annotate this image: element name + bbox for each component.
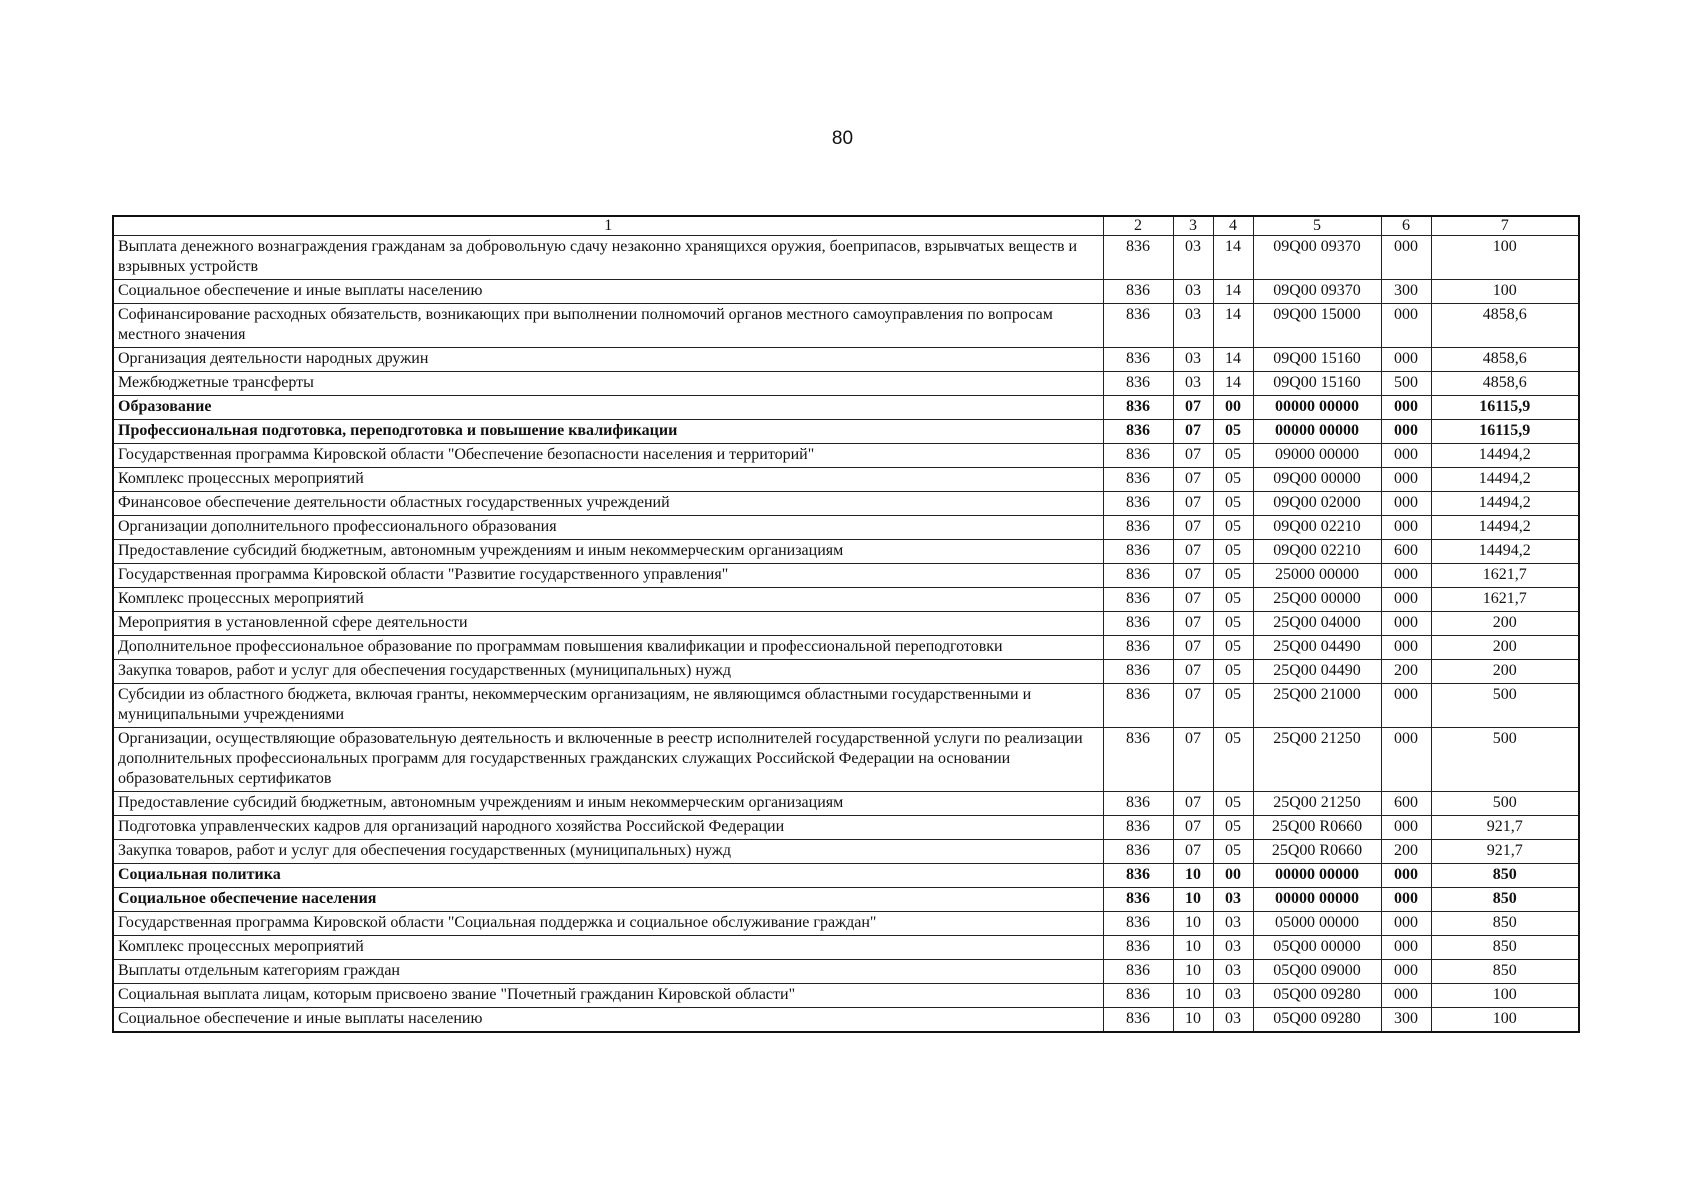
row-code-3: 07	[1173, 540, 1213, 564]
row-code-4: 03	[1213, 912, 1253, 936]
row-code-3: 07	[1173, 468, 1213, 492]
table-row	[113, 1008, 1579, 1033]
row-code-3: 07	[1173, 840, 1213, 864]
row-code-2: 836	[1103, 840, 1173, 864]
row-name: Комплекс процессных мероприятий	[113, 468, 1103, 492]
row-code-4: 05	[1213, 792, 1253, 816]
row-code-4: 03	[1213, 1008, 1253, 1033]
row-code-6: 000	[1381, 684, 1431, 728]
row-name: Государственная программа Кировской области "Развитие государственного управления"	[113, 564, 1103, 588]
row-code-5: 25Q00 21250	[1253, 792, 1381, 816]
column-header-4: 4	[1213, 216, 1253, 236]
table-row	[113, 612, 1579, 636]
row-code-5: 25Q00 04490	[1253, 636, 1381, 660]
row-code-3: 03	[1173, 236, 1213, 280]
row-name: Комплекс процессных мероприятий	[113, 936, 1103, 960]
row-code-6: 300	[1381, 1008, 1431, 1033]
row-code-2: 836	[1103, 636, 1173, 660]
row-code-2: 836	[1103, 372, 1173, 396]
row-code-3: 10	[1173, 936, 1213, 960]
row-code-6: 000	[1381, 728, 1431, 792]
row-code-6: 000	[1381, 888, 1431, 912]
row-code-3: 07	[1173, 564, 1213, 588]
row-code-2: 836	[1103, 236, 1173, 280]
row-code-6: 000	[1381, 816, 1431, 840]
row-name: Субсидии из областного бюджета, включая гранты, некоммерческим организациям, не являющимся областными государственными и муниципальными учреждениями	[113, 684, 1103, 728]
row-code-2: 836	[1103, 420, 1173, 444]
row-code-4: 14	[1213, 348, 1253, 372]
column-header-6: 6	[1381, 216, 1431, 236]
row-code-2: 836	[1103, 984, 1173, 1008]
row-code-5: 05Q00 00000	[1253, 936, 1381, 960]
table-row	[113, 960, 1579, 984]
row-code-4: 05	[1213, 468, 1253, 492]
row-code-4: 14	[1213, 372, 1253, 396]
row-amount: 921,7	[1431, 840, 1579, 864]
table-header-row	[113, 216, 1579, 236]
row-amount: 14494,2	[1431, 492, 1579, 516]
column-header-3: 3	[1173, 216, 1213, 236]
row-name: Предоставление субсидий бюджетным, автономным учреждениям и иным некоммерческим организациям	[113, 540, 1103, 564]
table-row	[113, 540, 1579, 564]
table-row	[113, 840, 1579, 864]
row-code-2: 836	[1103, 444, 1173, 468]
table-row	[113, 492, 1579, 516]
row-amount: 500	[1431, 684, 1579, 728]
row-code-5: 05000 00000	[1253, 912, 1381, 936]
row-name: Мероприятия в установленной сфере деятельности	[113, 612, 1103, 636]
row-amount: 16115,9	[1431, 396, 1579, 420]
row-code-2: 836	[1103, 516, 1173, 540]
row-code-4: 05	[1213, 660, 1253, 684]
row-code-3: 10	[1173, 960, 1213, 984]
row-code-3: 10	[1173, 864, 1213, 888]
row-code-5: 00000 00000	[1253, 864, 1381, 888]
row-code-4: 05	[1213, 612, 1253, 636]
row-code-2: 836	[1103, 588, 1173, 612]
row-code-2: 836	[1103, 612, 1173, 636]
table-row	[113, 420, 1579, 444]
row-code-6: 000	[1381, 936, 1431, 960]
row-amount: 16115,9	[1431, 420, 1579, 444]
row-name: Организации дополнительного профессионального образования	[113, 516, 1103, 540]
row-code-6: 000	[1381, 468, 1431, 492]
row-code-3: 07	[1173, 516, 1213, 540]
row-amount: 100	[1431, 236, 1579, 280]
row-code-5: 25Q00 04000	[1253, 612, 1381, 636]
table-row	[113, 636, 1579, 660]
row-code-3: 07	[1173, 792, 1213, 816]
table-row	[113, 792, 1579, 816]
row-code-2: 836	[1103, 728, 1173, 792]
row-name: Комплекс процессных мероприятий	[113, 588, 1103, 612]
row-amount: 850	[1431, 888, 1579, 912]
row-code-4: 05	[1213, 816, 1253, 840]
row-code-6: 600	[1381, 540, 1431, 564]
row-code-2: 836	[1103, 888, 1173, 912]
row-amount: 100	[1431, 1008, 1579, 1033]
row-amount: 14494,2	[1431, 444, 1579, 468]
row-code-3: 03	[1173, 304, 1213, 348]
row-code-6: 000	[1381, 564, 1431, 588]
row-amount: 921,7	[1431, 816, 1579, 840]
row-code-4: 05	[1213, 492, 1253, 516]
row-code-5: 09000 00000	[1253, 444, 1381, 468]
row-amount: 100	[1431, 280, 1579, 304]
row-code-6: 000	[1381, 864, 1431, 888]
row-code-3: 07	[1173, 816, 1213, 840]
row-name: Государственная программа Кировской области "Социальная поддержка и социальное обслуживание граждан"	[113, 912, 1103, 936]
row-code-4: 05	[1213, 540, 1253, 564]
row-code-4: 03	[1213, 984, 1253, 1008]
row-amount: 4858,6	[1431, 304, 1579, 348]
row-amount: 850	[1431, 864, 1579, 888]
column-header-1: 1	[113, 216, 1103, 236]
table-row	[113, 660, 1579, 684]
row-code-2: 836	[1103, 468, 1173, 492]
row-code-2: 836	[1103, 492, 1173, 516]
row-code-3: 07	[1173, 444, 1213, 468]
row-code-3: 10	[1173, 912, 1213, 936]
row-name: Образование	[113, 396, 1103, 420]
row-amount: 1621,7	[1431, 588, 1579, 612]
table-row	[113, 864, 1579, 888]
table-row	[113, 684, 1579, 728]
row-code-6: 000	[1381, 236, 1431, 280]
table-row	[113, 936, 1579, 960]
row-code-5: 25Q00 00000	[1253, 588, 1381, 612]
row-code-3: 07	[1173, 612, 1213, 636]
row-name: Социальная политика	[113, 864, 1103, 888]
row-code-5: 25Q00 21000	[1253, 684, 1381, 728]
row-code-3: 07	[1173, 636, 1213, 660]
row-name: Подготовка управленческих кадров для организаций народного хозяйства Российской Федерации	[113, 816, 1103, 840]
row-code-6: 300	[1381, 280, 1431, 304]
row-code-3: 07	[1173, 728, 1213, 792]
table-row	[113, 304, 1579, 348]
row-code-4: 05	[1213, 636, 1253, 660]
row-code-6: 000	[1381, 444, 1431, 468]
row-code-2: 836	[1103, 912, 1173, 936]
row-code-5: 09Q00 09370	[1253, 280, 1381, 304]
row-code-5: 00000 00000	[1253, 888, 1381, 912]
row-code-5: 00000 00000	[1253, 420, 1381, 444]
table-row	[113, 588, 1579, 612]
row-code-2: 836	[1103, 864, 1173, 888]
row-name: Финансовое обеспечение деятельности областных государственных учреждений	[113, 492, 1103, 516]
row-name: Социальное обеспечение населения	[113, 888, 1103, 912]
row-name: Государственная программа Кировской области "Обеспечение безопасности населения и территорий"	[113, 444, 1103, 468]
row-code-2: 836	[1103, 564, 1173, 588]
row-code-5: 05Q00 09280	[1253, 1008, 1381, 1033]
row-code-6: 000	[1381, 396, 1431, 420]
table-row	[113, 728, 1579, 792]
row-code-3: 03	[1173, 372, 1213, 396]
row-code-3: 07	[1173, 396, 1213, 420]
row-code-2: 836	[1103, 816, 1173, 840]
row-code-4: 05	[1213, 684, 1253, 728]
table-row	[113, 984, 1579, 1008]
row-code-4: 05	[1213, 444, 1253, 468]
row-code-6: 500	[1381, 372, 1431, 396]
row-code-5: 09Q00 00000	[1253, 468, 1381, 492]
row-code-6: 000	[1381, 304, 1431, 348]
row-code-2: 836	[1103, 684, 1173, 728]
row-name: Социальная выплата лицам, которым присвоено звание "Почетный гражданин Кировской области"	[113, 984, 1103, 1008]
row-code-3: 07	[1173, 660, 1213, 684]
table-row	[113, 468, 1579, 492]
row-amount: 4858,6	[1431, 372, 1579, 396]
row-code-6: 000	[1381, 912, 1431, 936]
row-code-6: 200	[1381, 840, 1431, 864]
row-code-4: 03	[1213, 888, 1253, 912]
row-code-5: 00000 00000	[1253, 396, 1381, 420]
row-code-6: 000	[1381, 420, 1431, 444]
row-name: Закупка товаров, работ и услуг для обеспечения государственных (муниципальных) нужд	[113, 840, 1103, 864]
row-code-3: 10	[1173, 984, 1213, 1008]
row-amount: 14494,2	[1431, 468, 1579, 492]
row-code-5: 09Q00 15160	[1253, 372, 1381, 396]
row-code-6: 600	[1381, 792, 1431, 816]
row-code-6: 000	[1381, 348, 1431, 372]
row-code-4: 14	[1213, 236, 1253, 280]
table-row	[113, 912, 1579, 936]
row-code-3: 03	[1173, 348, 1213, 372]
row-code-3: 07	[1173, 420, 1213, 444]
row-name: Предоставление субсидий бюджетным, автономным учреждениям и иным некоммерческим организациям	[113, 792, 1103, 816]
table-row	[113, 236, 1579, 280]
row-code-4: 03	[1213, 936, 1253, 960]
row-code-5: 25Q00 R0660	[1253, 816, 1381, 840]
row-code-3: 10	[1173, 888, 1213, 912]
row-code-4: 05	[1213, 564, 1253, 588]
table-row	[113, 816, 1579, 840]
row-code-2: 836	[1103, 936, 1173, 960]
row-code-3: 03	[1173, 280, 1213, 304]
row-code-2: 836	[1103, 792, 1173, 816]
row-code-4: 00	[1213, 396, 1253, 420]
row-code-5: 09Q00 02210	[1253, 516, 1381, 540]
row-amount: 850	[1431, 912, 1579, 936]
row-code-3: 07	[1173, 588, 1213, 612]
table-row	[113, 564, 1579, 588]
row-name: Выплаты отдельным категориям граждан	[113, 960, 1103, 984]
page-number: 80	[831, 128, 854, 149]
row-amount: 4858,6	[1431, 348, 1579, 372]
row-name: Софинансирование расходных обязательств, возникающих при выполнении полномочий органов местного самоуправления по вопросам местного значения	[113, 304, 1103, 348]
row-amount: 200	[1431, 612, 1579, 636]
table-row	[113, 280, 1579, 304]
row-code-5: 25Q00 21250	[1253, 728, 1381, 792]
row-code-4: 05	[1213, 588, 1253, 612]
row-amount: 850	[1431, 960, 1579, 984]
row-amount: 850	[1431, 936, 1579, 960]
row-code-5: 05Q00 09280	[1253, 984, 1381, 1008]
row-code-4: 05	[1213, 420, 1253, 444]
row-code-2: 836	[1103, 280, 1173, 304]
table-row	[113, 396, 1579, 420]
table-row	[113, 444, 1579, 468]
row-amount: 200	[1431, 636, 1579, 660]
row-code-6: 000	[1381, 612, 1431, 636]
row-code-2: 836	[1103, 348, 1173, 372]
row-code-3: 10	[1173, 1008, 1213, 1033]
row-code-6: 000	[1381, 984, 1431, 1008]
row-code-4: 05	[1213, 516, 1253, 540]
row-code-4: 03	[1213, 960, 1253, 984]
row-name: Организация деятельности народных дружин	[113, 348, 1103, 372]
row-code-5: 25000 00000	[1253, 564, 1381, 588]
row-code-5: 25Q00 04490	[1253, 660, 1381, 684]
row-amount: 1621,7	[1431, 564, 1579, 588]
row-name: Профессиональная подготовка, переподготовка и повышение квалификации	[113, 420, 1103, 444]
row-code-5: 09Q00 15160	[1253, 348, 1381, 372]
row-code-2: 836	[1103, 1008, 1173, 1033]
row-code-5: 09Q00 15000	[1253, 304, 1381, 348]
row-code-6: 000	[1381, 588, 1431, 612]
row-amount: 200	[1431, 660, 1579, 684]
row-code-6: 000	[1381, 492, 1431, 516]
table-body	[113, 236, 1579, 1033]
row-code-4: 14	[1213, 304, 1253, 348]
row-name: Социальное обеспечение и иные выплаты населению	[113, 1008, 1103, 1033]
row-code-2: 836	[1103, 660, 1173, 684]
row-code-6: 200	[1381, 660, 1431, 684]
row-name: Закупка товаров, работ и услуг для обеспечения государственных (муниципальных) нужд	[113, 660, 1103, 684]
row-code-4: 05	[1213, 728, 1253, 792]
row-code-2: 836	[1103, 540, 1173, 564]
table-row	[113, 372, 1579, 396]
row-code-2: 836	[1103, 396, 1173, 420]
row-amount: 14494,2	[1431, 540, 1579, 564]
row-code-6: 000	[1381, 960, 1431, 984]
table-row	[113, 516, 1579, 540]
row-amount: 100	[1431, 984, 1579, 1008]
row-amount: 500	[1431, 728, 1579, 792]
row-code-4: 05	[1213, 840, 1253, 864]
budget-table	[112, 215, 1580, 1033]
column-header-2: 2	[1103, 216, 1173, 236]
row-amount: 14494,2	[1431, 516, 1579, 540]
row-code-5: 09Q00 02210	[1253, 540, 1381, 564]
row-code-5: 05Q00 09000	[1253, 960, 1381, 984]
row-code-6: 000	[1381, 636, 1431, 660]
row-code-6: 000	[1381, 516, 1431, 540]
row-code-5: 09Q00 02000	[1253, 492, 1381, 516]
row-name: Дополнительное профессиональное образование по программам повышения квалификации и профессиональной переподготовки	[113, 636, 1103, 660]
row-name: Выплата денежного вознаграждения гражданам за добровольную сдачу незаконно хранящихся оружия, боеприпасов, взрывчатых веществ и взрывных устройств	[113, 236, 1103, 280]
table-row	[113, 348, 1579, 372]
table-row	[113, 888, 1579, 912]
row-code-3: 07	[1173, 684, 1213, 728]
row-name: Организации, осуществляющие образовательную деятельность и включенные в реестр исполнителей государственной услуги по реализации дополнительных профессиональных программ для государственных гражданских служащих Российской Федерации на основании образовательных сертификатов	[113, 728, 1103, 792]
row-code-5: 25Q00 R0660	[1253, 840, 1381, 864]
row-name: Социальное обеспечение и иные выплаты населению	[113, 280, 1103, 304]
row-code-4: 00	[1213, 864, 1253, 888]
row-code-4: 14	[1213, 280, 1253, 304]
row-code-5: 09Q00 09370	[1253, 236, 1381, 280]
column-header-7: 7	[1431, 216, 1579, 236]
row-code-2: 836	[1103, 304, 1173, 348]
row-code-2: 836	[1103, 960, 1173, 984]
column-header-5: 5	[1253, 216, 1381, 236]
row-code-3: 07	[1173, 492, 1213, 516]
row-amount: 500	[1431, 792, 1579, 816]
row-name: Межбюджетные трансферты	[113, 372, 1103, 396]
